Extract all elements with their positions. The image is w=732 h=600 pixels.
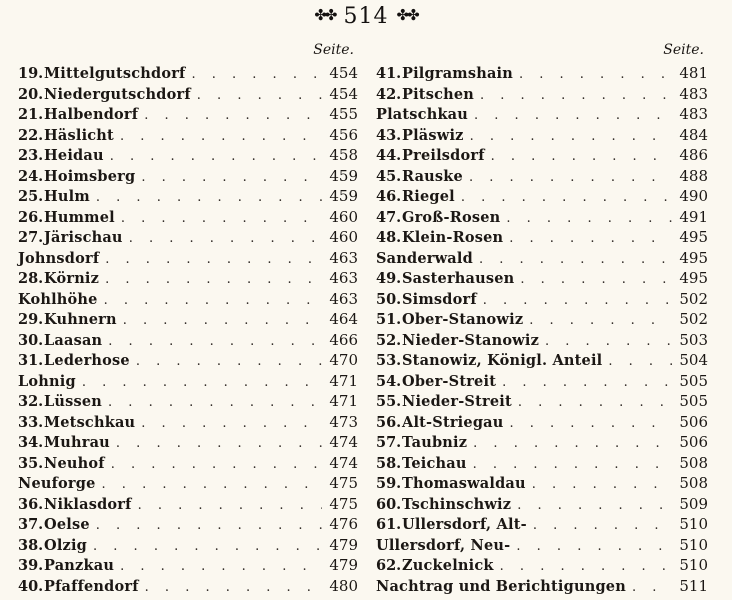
entry-page-number: 491: [679, 207, 708, 226]
entry-name: Rauske: [402, 167, 463, 185]
index-entry: [18, 331, 358, 352]
index-entry: [18, 167, 358, 188]
entry-page-number: 479: [329, 556, 358, 574]
dot-leader: [533, 518, 672, 533]
dot-leader: [529, 313, 672, 328]
entry-number: 61.: [376, 516, 402, 533]
index-entry: [18, 474, 358, 495]
entry-name: Kohlhöhe: [18, 290, 98, 308]
entry-number: 38.: [18, 536, 44, 554]
index-entry: [376, 413, 708, 434]
entry-number: 48.: [376, 229, 402, 246]
entry-number: 21.: [18, 106, 44, 123]
entry-name: Järischau: [44, 229, 123, 246]
entry-number: 30.: [18, 331, 44, 349]
entry-page-number: 471: [329, 371, 358, 390]
index-entry: [376, 577, 708, 598]
entry-number: 55.: [376, 393, 402, 410]
entry-page-number: 466: [329, 330, 358, 349]
entry-number: 58.: [376, 454, 402, 472]
entry-page-number: 479: [329, 535, 358, 554]
right-entries-list: [376, 64, 708, 597]
entry-name: Hoimsberg: [44, 167, 136, 185]
entry-name: Sanderwald: [376, 249, 473, 267]
entry-name: Pilgramshain: [402, 65, 513, 82]
entry-name: Groß-Rosen: [402, 208, 501, 226]
entry-number: 26.: [18, 208, 44, 226]
entry-number: 52.: [376, 331, 402, 349]
index-entry: [18, 290, 358, 311]
entry-page-number: 490: [679, 187, 708, 205]
entry-page-number: 473: [329, 412, 358, 431]
entry-number: 40.: [18, 577, 44, 595]
entry-page-number: 454: [329, 84, 358, 103]
entry-number: 50.: [376, 290, 402, 308]
dot-leader: [517, 498, 672, 513]
index-entry: [18, 105, 358, 126]
index-entry: [18, 146, 358, 167]
dot-leader: [105, 252, 322, 267]
entry-page-number: 474: [329, 433, 358, 451]
dot-leader: [519, 67, 672, 82]
index-entry: [376, 249, 708, 270]
ornament-left-icon: ✤✤: [314, 6, 336, 24]
entry-number: 37.: [18, 516, 44, 533]
entry-page-number: 484: [679, 125, 708, 144]
entry-name: Heidau: [44, 147, 104, 164]
entry-name: Nieder-Stanowiz: [402, 331, 540, 349]
index-entry: [376, 126, 708, 147]
dot-leader: [96, 518, 322, 533]
entry-number: 29.: [18, 311, 44, 328]
left-entries-list: [18, 64, 358, 597]
dot-leader: [509, 231, 672, 246]
entry-page-number: 486: [679, 146, 708, 164]
dot-leader: [141, 416, 322, 431]
entry-name: Neuforge: [18, 475, 96, 492]
dot-leader: [138, 498, 322, 513]
entry-name: Neuhof: [44, 454, 105, 472]
entry-page-number: 505: [679, 392, 708, 410]
index-entry: [376, 433, 708, 454]
dot-leader: [469, 170, 672, 185]
entry-name: Zuckelnick: [402, 557, 494, 574]
entry-name: Pfaffendorf: [44, 577, 139, 595]
right-column-heading: Seite.: [663, 42, 704, 58]
entry-page-number: 495: [679, 248, 708, 267]
entry-page-number: 476: [329, 515, 358, 533]
entry-page-number: 463: [329, 289, 358, 308]
entry-number: 22.: [18, 126, 44, 144]
dot-leader: [111, 457, 322, 472]
index-entry: [376, 208, 708, 229]
entry-page-number: 488: [679, 166, 708, 185]
right-index-column: [376, 42, 708, 597]
entry-name: Nachtrag und Berichtigungen: [376, 577, 626, 595]
entry-page-number: 508: [679, 453, 708, 472]
entry-name: Preilsdorf: [402, 147, 485, 164]
index-entry: [18, 392, 358, 413]
dot-leader: [470, 129, 672, 144]
entry-number: 32.: [18, 393, 44, 410]
dot-leader: [120, 559, 322, 574]
index-entry: [18, 228, 358, 249]
index-entry: [376, 105, 708, 126]
index-entry: [376, 146, 708, 167]
index-entry: [18, 536, 358, 557]
index-entry: [18, 187, 358, 208]
dot-leader: [480, 88, 672, 103]
entry-name: Riegel: [402, 188, 455, 205]
index-entry: [18, 515, 358, 536]
index-entry: [376, 495, 708, 516]
entry-name: Sasterhausen: [402, 270, 515, 287]
entry-page-number: 464: [329, 310, 358, 328]
dot-leader: [608, 354, 672, 369]
entry-name: Hummel: [44, 208, 115, 226]
entry-page-number: 458: [329, 146, 358, 164]
entry-name: Nieder-Streit: [402, 393, 512, 410]
entry-name: Metschkau: [44, 413, 136, 431]
entry-page-number: 506: [679, 433, 708, 451]
entry-name: Niedergutschdorf: [44, 85, 191, 103]
entry-name: Ober-Streit: [402, 372, 497, 390]
entry-name: Thomaswaldau: [402, 475, 526, 492]
index-entry: [18, 577, 358, 598]
left-index-column: [18, 42, 358, 597]
entry-number: 20.: [18, 85, 44, 103]
entry-page-number: 454: [329, 64, 358, 82]
index-entry: [376, 310, 708, 331]
index-entry: [18, 433, 358, 454]
index-entry: [376, 290, 708, 311]
entry-number: 35.: [18, 454, 44, 472]
entry-name: Laasan: [44, 331, 103, 349]
entry-number: 44.: [376, 147, 402, 164]
dot-leader: [82, 375, 322, 390]
index-entry: [376, 454, 708, 475]
entry-name: Kuhnern: [44, 311, 117, 328]
entry-number: 47.: [376, 208, 402, 226]
entry-page-number: 509: [679, 494, 708, 513]
index-entry: [376, 372, 708, 393]
entry-name: Oelse: [44, 516, 90, 533]
entry-page-number: 511: [679, 576, 708, 595]
index-entry: [18, 126, 358, 147]
dot-leader: [104, 293, 322, 308]
entry-number: 28.: [18, 270, 44, 287]
entry-page-number: 502: [679, 289, 708, 308]
entry-page-number: 495: [679, 269, 708, 287]
index-entry: [18, 64, 358, 85]
entry-name: Pitschen: [402, 85, 475, 103]
entry-name: Stanowiz, Königl. Anteil: [402, 352, 603, 369]
entry-name: Niklasdorf: [44, 495, 132, 513]
entry-name: Halbendorf: [44, 106, 139, 123]
dot-leader: [532, 477, 672, 492]
entry-name: Muhrau: [44, 434, 110, 451]
index-entry: [18, 351, 358, 372]
index-entry: [376, 187, 708, 208]
entry-page-number: 502: [679, 310, 708, 328]
entry-number: 31.: [18, 352, 44, 369]
entry-page-number: 505: [679, 371, 708, 390]
dot-leader: [108, 395, 322, 410]
entry-name: Ober-Stanowiz: [402, 311, 524, 328]
entry-page-number: 471: [329, 392, 358, 410]
entry-name: Klein-Rosen: [402, 229, 504, 246]
entry-number: 53.: [376, 352, 402, 369]
dot-leader: [192, 67, 323, 82]
entry-name: Taubniz: [402, 434, 468, 451]
index-entry: [376, 515, 708, 536]
dot-leader: [479, 252, 672, 267]
index-entry: [18, 208, 358, 229]
entry-number: 59.: [376, 475, 402, 492]
dot-leader: [516, 539, 672, 554]
index-entry: [376, 64, 708, 85]
entry-page-number: 463: [329, 248, 358, 267]
index-entry: [18, 495, 358, 516]
entry-page-number: 459: [329, 166, 358, 185]
entry-number: 43.: [376, 126, 402, 144]
dot-leader: [110, 149, 322, 164]
entry-number: 45.: [376, 167, 402, 185]
entry-page-number: 510: [679, 535, 708, 554]
index-entry: [376, 351, 708, 372]
entry-number: 33.: [18, 413, 44, 431]
index-entry: [376, 392, 708, 413]
index-entry: [18, 372, 358, 393]
dot-leader: [123, 313, 322, 328]
entry-number: 39.: [18, 557, 44, 574]
dot-leader: [136, 354, 322, 369]
entry-page-number: 504: [679, 351, 708, 369]
entry-name: Lohnig: [18, 372, 76, 390]
dot-leader: [96, 190, 322, 205]
dot-leader: [116, 436, 322, 451]
dot-leader: [120, 129, 322, 144]
entry-name: Teichau: [402, 454, 467, 472]
dot-leader: [500, 559, 672, 574]
dot-leader: [461, 190, 672, 205]
dot-leader: [144, 108, 322, 123]
entry-name: Tschinschwiz: [402, 495, 512, 513]
dot-leader: [145, 580, 322, 595]
dot-leader: [121, 211, 322, 226]
dot-leader: [545, 334, 672, 349]
index-entry: [376, 167, 708, 188]
index-entry: [18, 249, 358, 270]
entry-page-number: 510: [679, 556, 708, 574]
entry-page-number: 480: [329, 576, 358, 595]
dot-leader: [93, 539, 322, 554]
entry-page-number: 510: [679, 515, 708, 533]
index-entry: [376, 474, 708, 495]
entry-page-number: 508: [679, 474, 708, 492]
entry-page-number: 503: [679, 330, 708, 349]
entry-number: 62.: [376, 557, 402, 574]
entry-name: Johnsdorf: [18, 249, 100, 267]
dot-leader: [473, 436, 672, 451]
entry-name: Ullersdorf, Neu-: [376, 536, 511, 554]
entry-number: 60.: [376, 495, 402, 513]
index-entry: [376, 556, 708, 577]
dot-leader: [473, 457, 672, 472]
entry-page-number: 455: [329, 105, 358, 123]
entry-number: 19.: [18, 65, 44, 82]
entry-page-number: 475: [329, 474, 358, 492]
entry-name: Hulm: [44, 188, 90, 205]
page-header: [0, 4, 732, 29]
entry-page-number: 460: [329, 207, 358, 226]
index-entry: [376, 331, 708, 352]
entry-number: 36.: [18, 495, 44, 513]
dot-leader: [518, 395, 672, 410]
entry-page-number: 506: [679, 412, 708, 431]
ornament-right-icon: ✤✤: [396, 6, 418, 24]
dot-leader: [197, 88, 322, 103]
entry-page-number: 483: [679, 105, 708, 123]
index-entry: [376, 228, 708, 249]
dot-leader: [632, 580, 672, 595]
entry-page-number: 474: [329, 453, 358, 472]
page-number: 514: [343, 4, 389, 29]
entry-number: 49.: [376, 270, 402, 287]
index-entry: [376, 85, 708, 106]
entry-name: Mittelgutschdorf: [44, 65, 186, 82]
entry-number: 56.: [376, 413, 402, 431]
entry-name: Platschkau: [376, 106, 469, 123]
entry-page-number: 463: [329, 269, 358, 287]
entry-page-number: 470: [329, 351, 358, 369]
index-entry: [376, 536, 708, 557]
entry-name: Alt-Striegau: [402, 413, 504, 431]
entry-number: 57.: [376, 434, 402, 451]
entry-number: 34.: [18, 434, 44, 451]
entry-page-number: 460: [329, 228, 358, 246]
index-entry: [376, 269, 708, 290]
entry-name: Pläswiz: [402, 126, 464, 144]
entry-number: 24.: [18, 167, 44, 185]
dot-leader: [141, 170, 322, 185]
entry-number: 51.: [376, 311, 402, 328]
index-entry: [18, 454, 358, 475]
entry-name: Lüssen: [44, 393, 103, 410]
dot-leader: [520, 272, 672, 287]
entry-number: 41.: [376, 65, 402, 82]
entry-name: Olzig: [44, 536, 88, 554]
entry-number: 25.: [18, 188, 44, 205]
entry-page-number: 475: [329, 494, 358, 513]
index-entry: [18, 269, 358, 290]
entry-number: 23.: [18, 147, 44, 164]
dot-leader: [129, 231, 322, 246]
dot-leader: [491, 149, 672, 164]
left-column-heading: Seite.: [313, 42, 354, 58]
dot-leader: [502, 375, 672, 390]
entry-name: Ullersdorf, Alt-: [402, 516, 527, 533]
dot-leader: [102, 477, 322, 492]
entry-number: 42.: [376, 85, 402, 103]
dot-leader: [510, 416, 673, 431]
entry-page-number: 456: [329, 125, 358, 144]
dot-leader: [108, 334, 322, 349]
entry-name: Lederhose: [44, 352, 130, 369]
entry-page-number: 459: [329, 187, 358, 205]
dot-leader: [474, 108, 672, 123]
entry-name: Häslicht: [44, 126, 114, 144]
entry-name: Simsdorf: [402, 290, 477, 308]
dot-leader: [483, 293, 672, 308]
entry-page-number: 483: [679, 84, 708, 103]
entry-page-number: 495: [679, 228, 708, 246]
index-entry: [18, 310, 358, 331]
index-entry: [18, 85, 358, 106]
dot-leader: [506, 211, 672, 226]
entry-number: 27.: [18, 229, 44, 246]
index-entry: [18, 413, 358, 434]
dot-leader: [105, 272, 322, 287]
index-entry: [18, 556, 358, 577]
entry-page-number: 481: [679, 64, 708, 82]
entry-number: 46.: [376, 188, 402, 205]
entry-number: 54.: [376, 372, 402, 390]
entry-name: Körniz: [44, 270, 100, 287]
entry-name: Panzkau: [44, 557, 115, 574]
